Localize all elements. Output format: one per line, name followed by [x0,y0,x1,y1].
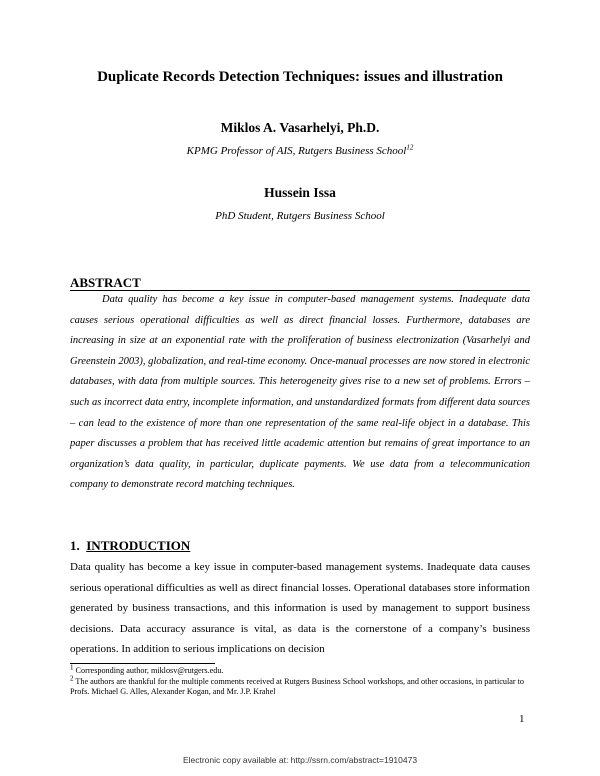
author-1-affiliation-text: KPMG Professor of AIS, Rutgers Business School [186,145,407,157]
introduction-heading-text: INTRODUCTION [86,538,191,553]
ssrn-notice[interactable]: Electronic copy available at: http://ssrn.com/abstract=1910473 [182,755,418,765]
author-1-affiliation [0,145,600,157]
footnote-2-mark: 2 [70,673,74,682]
introduction-heading [70,538,190,554]
footnote-1-text: Corresponding author, miklosv@rutgers.edu. [73,666,224,675]
author-2-affiliation: PhD Student, Rutgers Business School [215,210,385,222]
author-1-footnote-marks: 12 [406,143,414,152]
introduction-number: 1. [70,538,80,553]
abstract-body: Data quality has become a key issue in computer-based management systems. Inadequate data causes serious operational difficulties as well as direct financial losses. Furthermore, databases are increasing in size at an exponential rate with the proliferation of business electronization (Vasarhelyi and Greenstein 2003), globalization, and real-time economy. Once-manual processes are now stored in electronic databases, with data from multiple sources. This heterogeneity gives rise to a new set of problems. Errors – such as incorrect data entry, incomplete information, and unstandardized formats from different data sources – can lead to the existence of more than one representation of the same real-life object in a database. This paper discusses a problem that has received little academic attention but remains of great importance to an organization’s data quality, in particular, duplicate payments. We use data from a telecommunication company to demonstrate record matching techniques. [70,294,530,491]
footnote-2 [70,673,530,698]
introduction-body: Data quality has become a key issue in computer-based management systems. Inadequate data causes serious operational difficulties as well as direct financial losses. Operational databases store information generated by business transactions, and this information is used by management to support business decisions. Data accuracy assurance is vital, as data is the cornerstone of a company’s business operations. In addition to serious implications on decision [70,561,530,655]
footnote-1 [70,663,530,677]
author-2-name: Hussein Issa [264,185,336,200]
footnote-1-mark: 1 [70,663,74,672]
footnotes [70,663,530,698]
abstract-heading: ABSTRACT [70,275,141,290]
page-number: 1 [519,713,525,725]
footnote-rule [70,663,215,664]
paper-title: Duplicate Records Detection Techniques: issues and illustration [97,69,503,85]
author-1-name: Miklos A. Vasarhelyi, Ph.D. [220,120,380,135]
footnote-2-text: The authors are thankful for the multiple comments received at Rutgers Business School workshops, and other occasions, in particular to Profs. Michael G. Alles, Alexander Kogan, and Mr. J.P. Krahel [70,676,525,697]
